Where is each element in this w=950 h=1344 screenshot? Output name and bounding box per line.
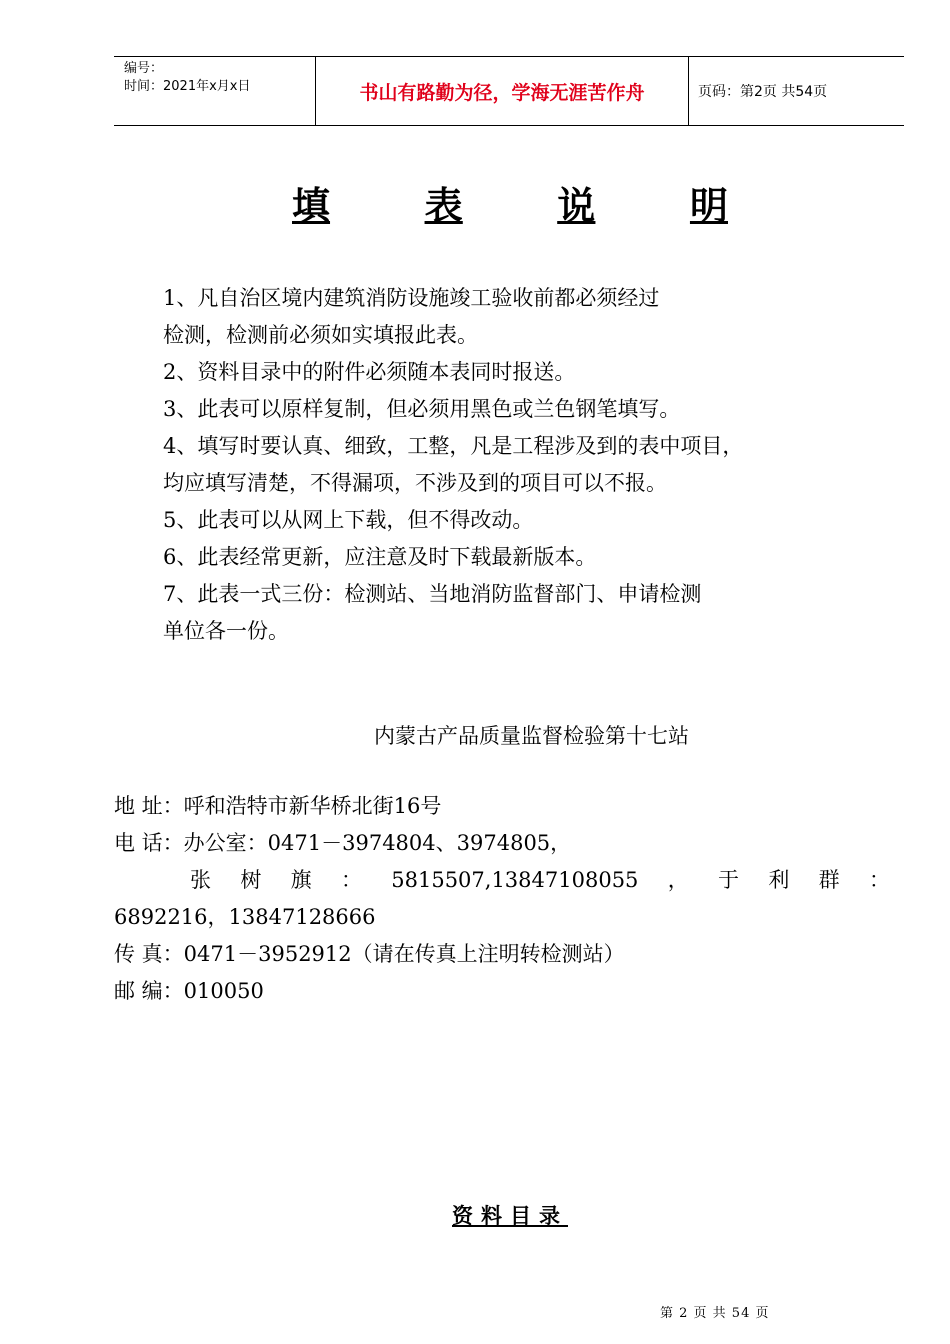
instruction-item: 5、此表可以从网上下载，但不得改动。: [163, 508, 534, 532]
instructions-list: [163, 280, 883, 650]
title-char: 说: [557, 184, 596, 228]
title-char: 明: [689, 184, 728, 228]
instruction-item: 2、资料目录中的附件必须随本表同时报送。: [163, 360, 576, 384]
instruction-item: 4、填写时要认真、细致，工整，凡是工程涉及到的表中项目，: [163, 434, 744, 458]
instruction-item: 1、凡自治区境内建筑消防设施竣工验收前都必须经过: [163, 286, 660, 310]
instruction-item-cont: 检测，检测前必须如实填报此表。: [163, 323, 478, 347]
header-page-info: 页码：第2页 共54页: [698, 84, 828, 100]
instruction-item: 3、此表可以原样复制，但必须用黑色或兰色钢笔填写。: [163, 397, 681, 421]
section-title: 资料目录: [452, 1204, 568, 1228]
title-char: 表: [424, 184, 463, 228]
page-footer: 第 2 页 共 54 页: [660, 1306, 770, 1321]
page-header: [114, 56, 904, 126]
header-motto: 书山有路勤为径，学海无涯苦作舟: [316, 57, 689, 125]
instruction-item-cont: 单位各一份。: [163, 619, 289, 643]
contact-info: [114, 788, 890, 1010]
organization-name: 内蒙古产品质量监督检验第十七站: [374, 724, 689, 748]
title-char: 填: [292, 184, 331, 228]
time-label: 时间：2021年x月x日: [124, 79, 251, 94]
address-line: 地 址：呼和浩特市新华桥北街16号: [114, 794, 442, 818]
number-label: 编号：: [124, 61, 164, 76]
phone-line-2: 张 树 旗 ： 5815507,13847108055 ， 于 利 群 ：: [190, 868, 890, 892]
phone-line-3: 6892216，13847128666: [114, 905, 376, 929]
page-title: [292, 180, 728, 232]
postcode-line: 邮 编：010050: [114, 979, 264, 1003]
phone-line: 电 话：办公室：0471－3974804、3974805，: [114, 831, 572, 855]
instruction-item: 7、此表一式三份：检测站、当地消防监督部门、申请检测: [163, 582, 702, 606]
instruction-item: 6、此表经常更新，应注意及时下载最新版本。: [163, 545, 597, 569]
instruction-item-cont: 均应填写清楚，不得漏项，不涉及到的项目可以不报。: [163, 471, 667, 495]
header-meta: [114, 57, 316, 125]
fax-line: 传 真：0471－3952912（请在传真上注明转检测站）: [114, 942, 625, 966]
